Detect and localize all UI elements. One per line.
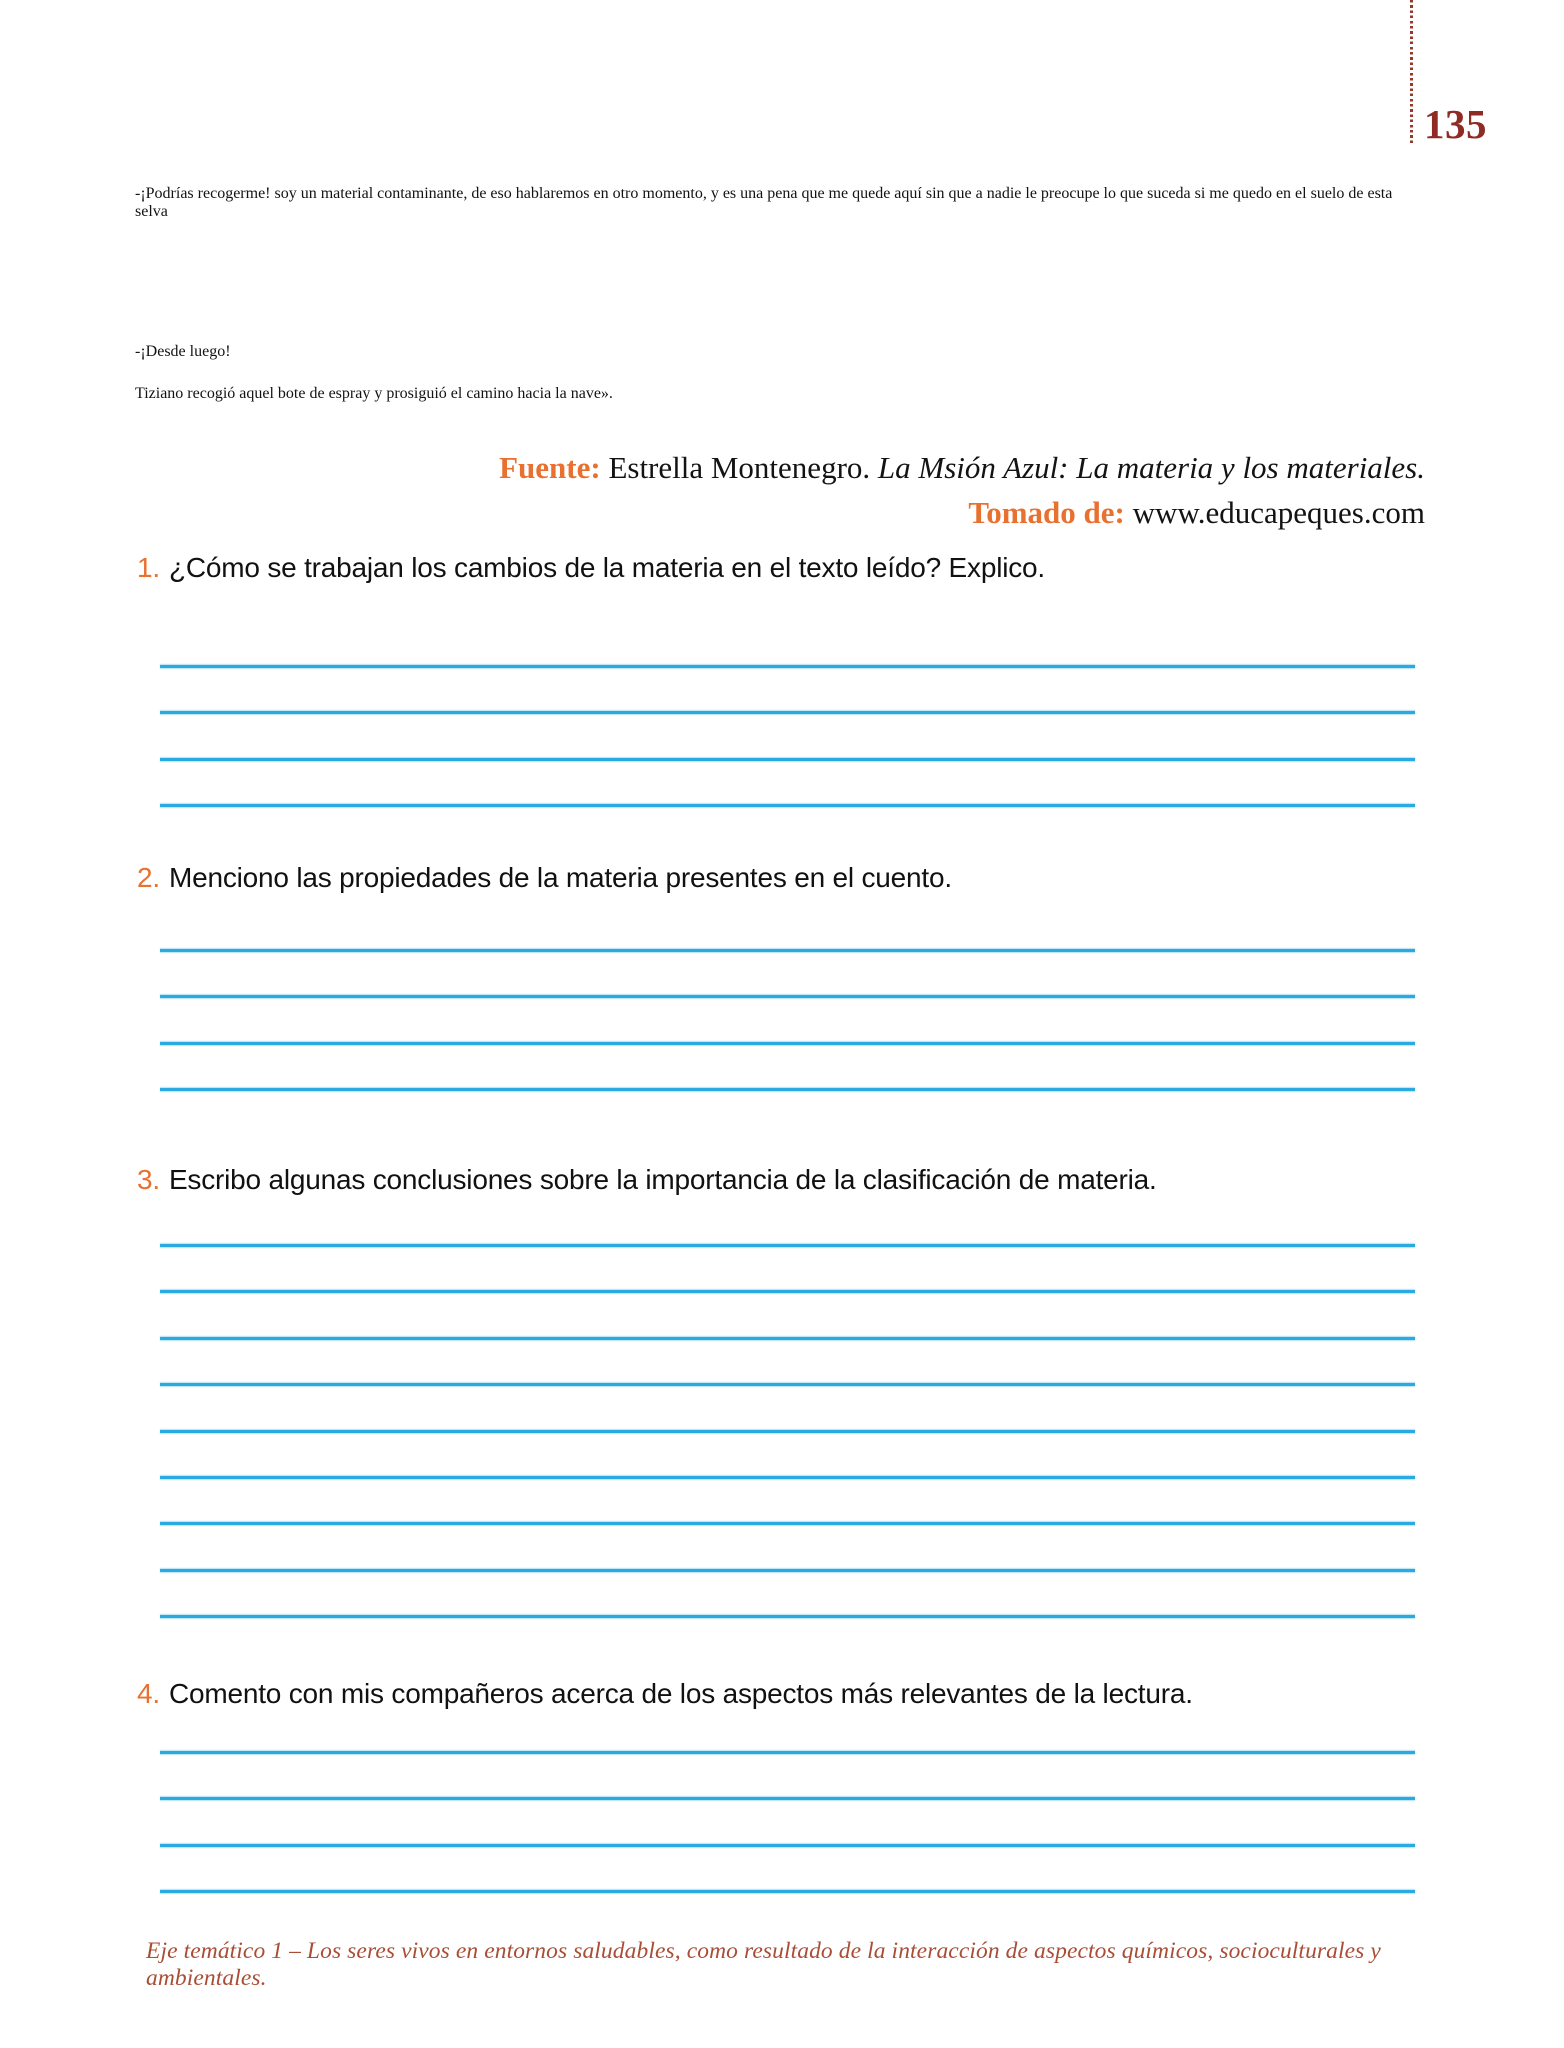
- question-4: [137, 1677, 1427, 1711]
- question-2-text: Menciono las propiedades de la materia presentes en el cuento.: [168, 862, 952, 893]
- answer-line: [160, 1430, 1415, 1433]
- answer-line: [160, 1042, 1415, 1045]
- question-4-text: Comento con mis compañeros acerca de los aspectos más relevantes de la lectura.: [168, 1678, 1193, 1709]
- answer-line: [160, 1476, 1415, 1479]
- passage-paragraph-3: Tiziano recogió aquel bote de espray y prosiguió el camino hacia la nave».: [135, 385, 613, 402]
- answer-line: [160, 1797, 1415, 1800]
- tomado-de-label: Tomado de:: [968, 495, 1125, 530]
- question-2-answer-lines: [160, 949, 1415, 1091]
- source-fuente-line: [135, 445, 1425, 490]
- answer-line: [160, 1337, 1415, 1340]
- question-3-answer-lines: [160, 1244, 1415, 1618]
- question-4-number: 4.: [137, 1678, 160, 1709]
- fuente-author: Estrella Montenegro.: [600, 450, 878, 485]
- question-3-number: 3.: [137, 1164, 160, 1195]
- question-3: [137, 1163, 1427, 1197]
- answer-line: [160, 1751, 1415, 1754]
- page-number: 135: [1424, 101, 1487, 147]
- answer-line: [160, 804, 1415, 807]
- fuente-label: Fuente:: [499, 450, 601, 485]
- question-1: [137, 551, 1427, 585]
- answer-line: [160, 711, 1415, 714]
- dotted-divider-line: [1410, 0, 1413, 143]
- answer-line: [160, 1844, 1415, 1847]
- answer-line: [160, 1615, 1415, 1618]
- answer-line: [160, 665, 1415, 668]
- question-4-answer-lines: [160, 1751, 1415, 1893]
- question-1-number: 1.: [137, 552, 160, 583]
- question-1-text: ¿Cómo se trabajan los cambios de la materia en el texto leído? Explico.: [168, 552, 1045, 583]
- answer-line: [160, 995, 1415, 998]
- answer-line: [160, 1522, 1415, 1525]
- question-3-text: Escribo algunas conclusiones sobre la importancia de la clasificación de materia.: [168, 1164, 1157, 1195]
- answer-line: [160, 1569, 1415, 1572]
- source-citation: [135, 445, 1425, 535]
- answer-line: [160, 1383, 1415, 1386]
- source-tomado-line: [135, 490, 1425, 535]
- answer-line: [160, 949, 1415, 952]
- answer-line: [160, 1290, 1415, 1293]
- fuente-title: La Msión Azul: La materia y los materiales.: [877, 450, 1425, 485]
- question-2-number: 2.: [137, 862, 160, 893]
- answer-line: [160, 1088, 1415, 1091]
- question-1-answer-lines: [160, 665, 1415, 807]
- footer-theme-text: Eje temático 1 – Los seres vivos en entornos saludables, como resultado de la interacción de aspectos químicos, socioculturales y ambientales.: [146, 1938, 1381, 1991]
- answer-line: [160, 1890, 1415, 1893]
- tomado-de-url: www.educapeques.com: [1124, 495, 1425, 530]
- passage-paragraph-2: -¡Desde luego!: [135, 343, 231, 360]
- question-2: [137, 861, 1427, 895]
- passage-paragraph-1: -¡Podrías recogerme! soy un material contaminante, de eso hablaremos en otro momento, y es una pena que me quede aquí sin que a nadie le preocupe lo que suceda si me quedo en el suelo de esta selva: [135, 185, 1393, 220]
- answer-line: [160, 758, 1415, 761]
- answer-line: [160, 1244, 1415, 1247]
